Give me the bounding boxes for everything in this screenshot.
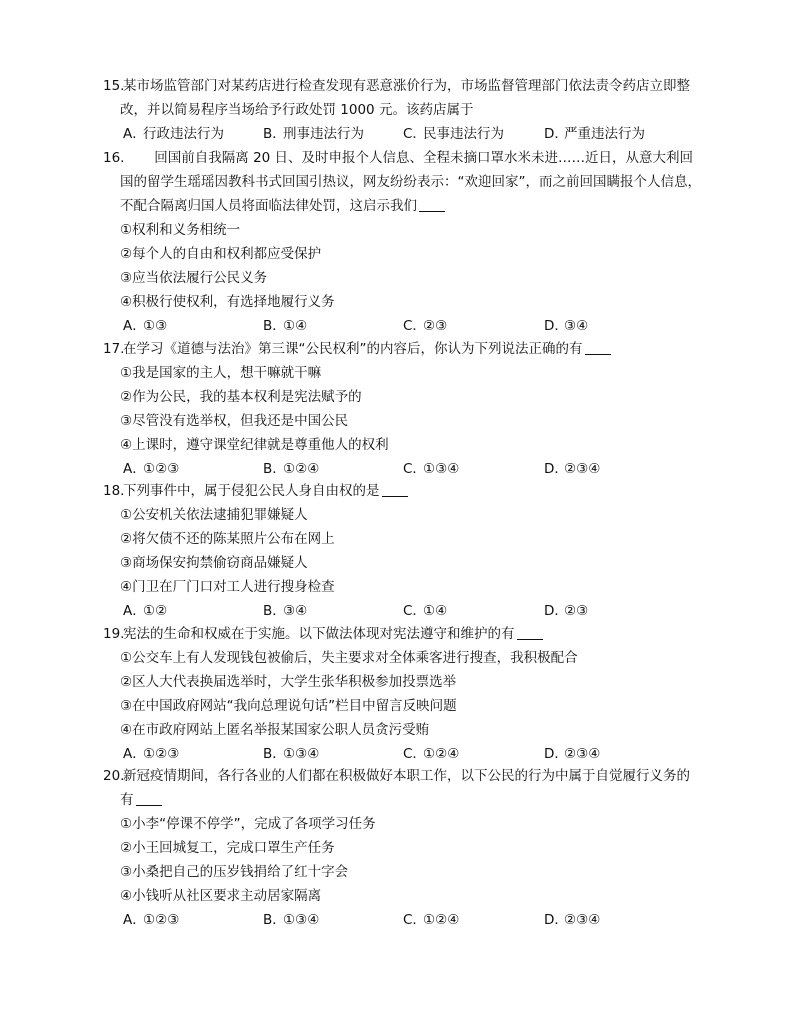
statement-item: ④门卫在厂门口对工人进行搜身检查 — [120, 579, 335, 595]
statement-item: ④在市政府网站上匿名举报某国家公职人员贪污受贿 — [120, 722, 430, 738]
option-b[interactable]: B．①②④ — [263, 461, 320, 477]
option-d[interactable]: D．③④ — [544, 318, 589, 334]
option-d[interactable]: D．②③ — [544, 603, 589, 619]
statement-item: ①我是国家的主人，想干嘛就干嘛 — [120, 365, 322, 381]
statement-item: ①小李“停课不停学”，完成了各项学习任务 — [120, 816, 376, 832]
question-stem-line: 国的留学生瑶瑶因教科书式回国引热议，网友纷纷表示：“欢迎回家”，而之前回国瞒报个人信息， — [120, 174, 701, 190]
statement-item: ③应当依法履行公民义务 — [120, 270, 268, 286]
question-stem-line: 19.宪法的生命和权威在于实施。以下做法体现对宪法遵守和维护的有 — [103, 622, 723, 646]
option-a[interactable]: A．①② — [123, 603, 168, 619]
question-20 — [103, 764, 723, 932]
answer-blank[interactable] — [136, 791, 162, 806]
question-stem-line: 16. 回国前自我隔离 20 日、及时申报个人信息、全程未摘口罩水米未进……近日，从意大利回 — [103, 146, 723, 170]
question-stem-line: 有 — [103, 788, 723, 812]
question-number: 17. — [103, 341, 125, 357]
question-number: 16. — [103, 150, 125, 166]
option-d[interactable]: D．②③④ — [544, 746, 601, 762]
question-19 — [103, 622, 723, 766]
question-number: 20. — [103, 768, 125, 784]
answer-blank[interactable] — [517, 625, 543, 640]
question-16 — [103, 146, 723, 338]
statement-item: ③小桑把自己的压岁钱捐给了红十字会 — [120, 864, 349, 880]
statement-item: ②将欠债不还的陈某照片公布在网上 — [120, 531, 335, 547]
option-a[interactable]: A．①③ — [123, 318, 168, 334]
option-c[interactable]: C．②③ — [403, 318, 448, 334]
option-d[interactable]: D．严重违法行为 — [544, 126, 645, 142]
options-row — [103, 314, 723, 338]
answer-blank[interactable] — [419, 197, 445, 212]
statement-item: ③尽管没有选举权，但我还是中国公民 — [120, 413, 349, 429]
statement-item: ③在中国政府网站“我向总理说句话”栏目中留言反映问题 — [120, 698, 457, 714]
statement-item: ①公交车上有人发现钱包被偷后，失主要求对全体乘客进行搜查，我积极配合 — [120, 650, 578, 666]
statement-item: ③商场保安拘禁偷窃商品嫌疑人 — [120, 555, 308, 571]
question-stem-line: 不配合隔离归国人员将面临法律处罚，这启示我们 — [103, 194, 723, 218]
statement-item: ②区人大代表换届选举时，大学生张华积极参加投票选举 — [120, 674, 457, 690]
question-number: 18. — [103, 483, 125, 499]
answer-blank[interactable] — [382, 482, 408, 497]
answer-blank[interactable] — [585, 340, 611, 355]
options-row — [103, 599, 723, 623]
option-c[interactable]: C．①③④ — [403, 461, 460, 477]
question-stem-line: 20.新冠疫情期间，各行各业的人们都在积极做好本职工作，以下公民的行为中属于自觉履行义务的 — [103, 764, 723, 788]
option-a[interactable]: A．行政违法行为 — [123, 126, 224, 142]
statement-item: ①公安机关依法逮捕犯罪嫌疑人 — [120, 507, 308, 523]
options-row — [103, 908, 723, 932]
option-d[interactable]: D．②③④ — [544, 461, 601, 477]
option-a[interactable]: A．①②③ — [123, 746, 180, 762]
option-c[interactable]: C．①②④ — [403, 746, 460, 762]
statement-item: ②作为公民，我的基本权利是宪法赋予的 — [120, 389, 362, 405]
question-18 — [103, 479, 723, 623]
option-b[interactable]: B．①③④ — [263, 746, 320, 762]
option-c[interactable]: C．①②④ — [403, 912, 460, 928]
question-stem-line: 改，并以简易程序当场给予行政处罚 1000 元。该药店属于 — [120, 102, 474, 118]
question-17 — [103, 337, 723, 481]
question-15 — [103, 74, 723, 146]
question-stem-line: 18.下列事件中，属于侵犯公民人身自由权的是 — [103, 479, 723, 503]
statement-item: ④积极行使权利，有选择地履行义务 — [120, 294, 335, 310]
option-a[interactable]: A．①②③ — [123, 461, 180, 477]
question-number: 15. — [103, 78, 125, 94]
option-c[interactable]: C．①④ — [403, 603, 448, 619]
question-stem-line: 17.在学习《道德与法治》第三课“公民权利”的内容后，你认为下列说法正确的有 — [103, 337, 723, 361]
statement-item: ④上课时，遵守课堂纪律就是尊重他人的权利 — [120, 437, 389, 453]
option-b[interactable]: B．①③④ — [263, 912, 320, 928]
statement-item: ④小钱听从社区要求主动居家隔离 — [120, 888, 322, 904]
option-b[interactable]: B．刑事违法行为 — [263, 126, 364, 142]
option-a[interactable]: A．①②③ — [123, 912, 180, 928]
statement-item: ②每个人的自由和权利都应受保护 — [120, 246, 322, 262]
statement-item: ②小王回城复工，完成口罩生产任务 — [120, 840, 335, 856]
options-row — [103, 122, 723, 146]
option-b[interactable]: B．③④ — [263, 603, 308, 619]
option-c[interactable]: C．民事违法行为 — [403, 126, 504, 142]
option-d[interactable]: D．②③④ — [544, 912, 601, 928]
question-number: 19. — [103, 626, 125, 642]
options-row — [103, 457, 723, 481]
question-stem-line: 15.某市场监管部门对某药店进行检查发现有恶意涨价行为，市场监督管理部门依法责令药店立即整 — [103, 74, 723, 98]
option-b[interactable]: B．①④ — [263, 318, 308, 334]
statement-item: ①权利和义务相统一 — [120, 222, 241, 238]
options-row — [103, 742, 723, 766]
